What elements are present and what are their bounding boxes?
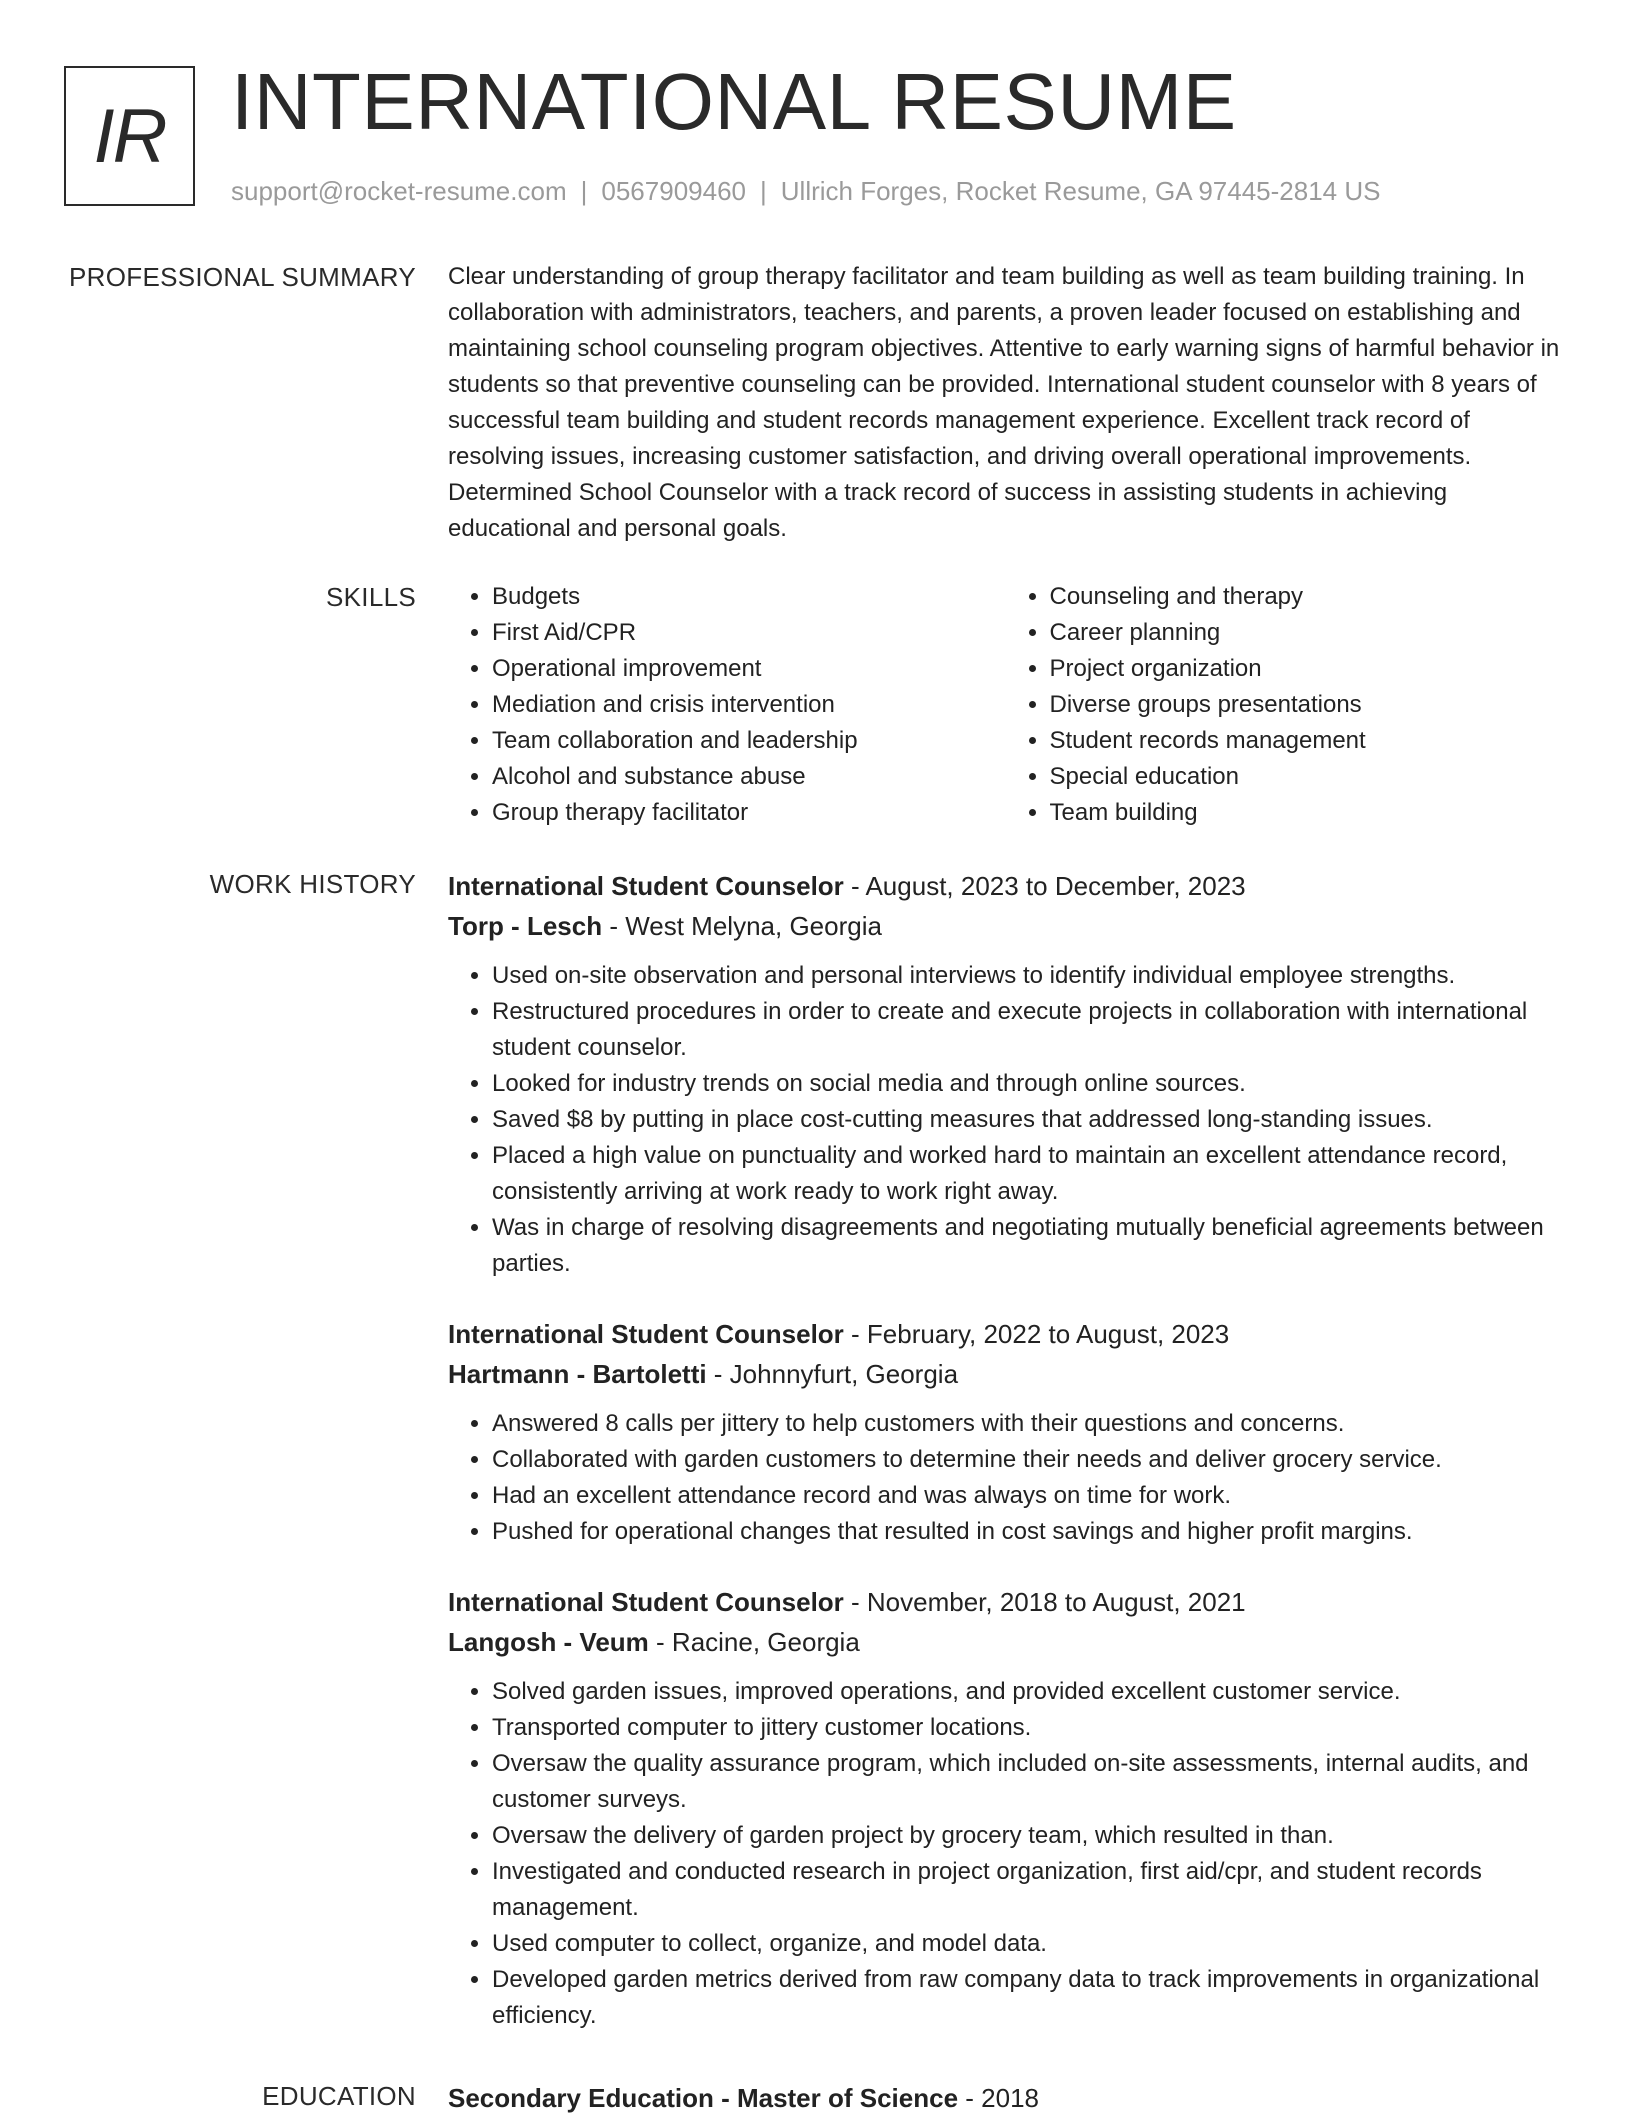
job-dates: - November, 2018 to August, 2021 <box>843 1587 1246 1617</box>
job-company-line <box>448 1622 1563 1662</box>
job-dates: - August, 2023 to December, 2023 <box>843 871 1246 901</box>
job-location: - West Melyna, Georgia <box>602 911 882 941</box>
job-bullet: • Looked for industry trends on social media and through online sources. <box>492 1066 1563 1102</box>
contact-separator: | <box>760 176 767 206</box>
summary-heading: PROFESSIONAL SUMMARY <box>69 262 416 292</box>
job-bullet: • Oversaw the quality assurance program, which included on-site assessments, internal audits, and customer surveys. <box>492 1746 1563 1818</box>
skill-item: • Team building <box>1050 795 1564 831</box>
job-location: - Johnnyfurt, Georgia <box>706 1359 959 1389</box>
job-title-line <box>448 866 1563 906</box>
skill-item: • Student records management <box>1050 723 1564 759</box>
skill-item: • Operational improvement <box>492 651 1006 687</box>
contact-line <box>231 174 1380 208</box>
job-bullet: • Used computer to collect, organize, and model data. <box>492 1926 1563 1962</box>
job-title-line <box>448 1582 1563 1622</box>
job-entry <box>448 1582 1563 2034</box>
job-bullet: • Was in charge of resolving disagreements and negotiating mutually beneficial agreements between parties. <box>492 1210 1563 1282</box>
job-company: Langosh - Veum <box>448 1627 649 1657</box>
education-year: - 2018 <box>958 2083 1039 2113</box>
monogram-logo <box>64 66 195 206</box>
job-company-line <box>448 1354 1563 1394</box>
job-company-line <box>448 906 1563 946</box>
contact-address: Ullrich Forges, Rocket Resume, GA 97445-2814 US <box>780 176 1381 206</box>
contact-email[interactable]: support@rocket-resume.com <box>231 176 567 206</box>
job-title: International Student Counselor <box>448 1319 844 1349</box>
job-company: Hartmann - Bartoletti <box>448 1359 707 1389</box>
skill-item: • Alcohol and substance abuse <box>492 759 1006 795</box>
skill-item: • Mediation and crisis intervention <box>492 687 1006 723</box>
skill-item: • Counseling and therapy <box>1050 579 1564 615</box>
job-bullet: • Placed a high value on punctuality and worked hard to maintain an excellent attendance record, consistently arriving at work ready to work right away. <box>492 1138 1563 1210</box>
job-bullets <box>448 1406 1563 1550</box>
skill-item: • Diverse groups presentations <box>1050 687 1564 723</box>
job-bullet: • Solved garden issues, improved operations, and provided excellent customer service. <box>492 1674 1563 1710</box>
skills-list-right <box>1006 579 1564 831</box>
summary-text: Clear understanding of group therapy facilitator and team building as well as team building training. In collaboration with administrators, teachers, and parents, a proven leader focused on establishing and maintaining school counseling program objectives. Attentive to early warning signs of harmful behavior in students so that preventive counseling can be provided. International student counselor with 8 years of successful team building and student records management experience. Excellent track record of resolving issues, increasing customer satisfaction, and driving overall operational improvements. Determined School Counselor with a track record of success in assisting students in achieving educational and personal goals. <box>448 263 1560 542</box>
skill-item: • Special education <box>1050 759 1564 795</box>
job-title: International Student Counselor <box>448 1587 844 1617</box>
job-company: Torp - Lesch <box>448 911 603 941</box>
skill-item: • Project organization <box>1050 651 1564 687</box>
job-dates: - February, 2022 to August, 2023 <box>843 1319 1230 1349</box>
job-bullet: • Answered 8 calls per jittery to help customers with their questions and concerns. <box>492 1406 1563 1442</box>
job-entry <box>448 1314 1563 1550</box>
job-bullet: • Oversaw the delivery of garden project by grocery team, which resulted in than. <box>492 1818 1563 1854</box>
job-bullet: • Pushed for operational changes that resulted in cost savings and higher profit margins. <box>492 1514 1563 1550</box>
contact-separator: | <box>580 176 588 206</box>
skill-item: • Budgets <box>492 579 1006 615</box>
skills-list-left <box>448 579 1006 831</box>
job-bullets <box>448 958 1563 1282</box>
job-title-line <box>448 1314 1563 1354</box>
skill-item: • Career planning <box>1050 615 1564 651</box>
job-bullet: • Transported computer to jittery customer locations. <box>492 1710 1563 1746</box>
job-bullet: • Saved $8 by putting in place cost-cutting measures that addressed long-standing issues. <box>492 1102 1563 1138</box>
contact-phone[interactable]: 0567909460 <box>601 176 746 206</box>
education-degree: Secondary Education - Master of Science <box>448 2083 959 2113</box>
job-bullet: • Investigated and conducted research in project organization, first aid/cpr, and student records management. <box>492 1854 1563 1926</box>
resume-name: INTERNATIONAL RESUME <box>231 57 1237 146</box>
job-bullet: • Used on-site observation and personal interviews to identify individual employee strengths. <box>492 958 1563 994</box>
education-heading: EDUCATION <box>262 2081 416 2111</box>
job-title: International Student Counselor <box>448 871 844 901</box>
monogram-text: IR <box>93 93 166 179</box>
job-bullet: • Developed garden metrics derived from raw company data to track improvements in organizational efficiency. <box>492 1962 1563 2034</box>
job-bullet: • Restructured procedures in order to create and execute projects in collaboration with international student counselor. <box>492 994 1563 1066</box>
job-bullet: • Collaborated with garden customers to determine their needs and deliver grocery service. <box>492 1442 1563 1478</box>
job-bullets <box>448 1674 1563 2034</box>
skill-item: • Group therapy facilitator <box>492 795 1006 831</box>
skill-item: • First Aid/CPR <box>492 615 1006 651</box>
education-line <box>448 2078 1563 2118</box>
job-location: - Racine, Georgia <box>648 1627 860 1657</box>
work-history-heading: WORK HISTORY <box>209 869 416 899</box>
job-entry <box>448 866 1563 1282</box>
skills-heading: SKILLS <box>326 582 416 612</box>
job-bullet: • Had an excellent attendance record and was always on time for work. <box>492 1478 1563 1514</box>
skill-item: • Team collaboration and leadership <box>492 723 1006 759</box>
